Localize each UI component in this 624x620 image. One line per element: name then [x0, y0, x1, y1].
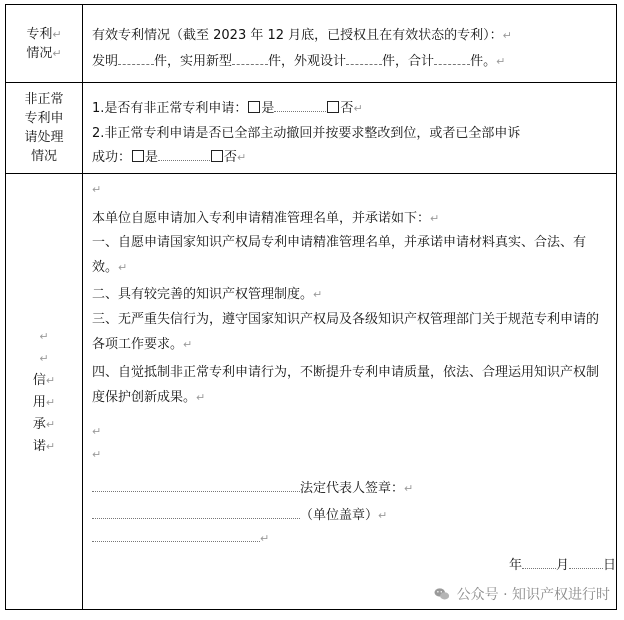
label-char: 用 [32, 394, 46, 410]
return-mark: ↵ [237, 151, 247, 164]
return-mark: ↵ [196, 391, 206, 404]
row-abnormal-applications [6, 83, 616, 174]
row-credit-commitment [6, 174, 616, 609]
watermark [433, 584, 610, 604]
seal-dotted-line[interactable] [92, 506, 300, 519]
return-mark: ↵ [378, 509, 388, 522]
return-mark: ↵ [92, 425, 102, 438]
return-mark: ↵ [404, 482, 414, 495]
q1-text: 1.是否有非正常专利申请： [92, 101, 248, 116]
return-mark: ↵ [183, 338, 193, 351]
wechat-icon [433, 585, 451, 603]
return-mark: ↵ [92, 448, 102, 461]
commitment-item-1: 一、自愿申请国家知识产权局专利申请精准管理名单，并承诺申请材料真实、合法、有效。 [92, 235, 587, 275]
label-line: 情况 [30, 149, 57, 164]
utility-count-blank[interactable] [232, 50, 268, 65]
label-line: 专利申 [24, 111, 64, 126]
no-checkbox[interactable] [327, 101, 339, 113]
month-blank[interactable] [522, 556, 556, 569]
blank-dotted-line [92, 529, 260, 542]
content-patent-status [84, 5, 616, 82]
signature-dotted-line[interactable] [92, 479, 300, 492]
label-line: 非正常 [24, 92, 64, 107]
commitment-item-4: 四、自觉抵制非正常专利申请行为，不断提升专利申请质量，依法、合理运用知识产权制度保护创新成果。 [92, 365, 600, 405]
utility-label: 件，实用新型 [154, 54, 233, 69]
design-count-blank[interactable] [346, 50, 382, 65]
commitment-intro: 本单位自愿申请加入专利申请精准管理名单，并承诺如下： [92, 211, 431, 226]
dotted-gap [158, 148, 210, 161]
total-suffix: 件。 [470, 54, 497, 69]
return-mark: ↵ [45, 373, 56, 387]
return-mark: ↵ [39, 329, 49, 343]
label-credit-commitment [6, 174, 83, 609]
return-mark: ↵ [502, 29, 512, 42]
return-mark: ↵ [45, 439, 56, 453]
return-mark: ↵ [496, 55, 506, 68]
yes-label: 是 [261, 101, 275, 116]
invention-label: 发明 [92, 54, 119, 69]
unit-seal-label: （单位盖章） [300, 508, 379, 523]
return-mark: ↵ [313, 288, 323, 301]
patent-status-heading: 有效专利情况（截至 2023 年 12 月底，已授权且在有效状态的专利）： [92, 28, 503, 43]
yes-label: 是 [145, 150, 159, 165]
return-mark: ↵ [353, 102, 363, 115]
patent-form-table [5, 4, 617, 610]
q2-text: 2.非正常专利申请是否已全部主动撤回并按要求整改到位，或者已全部申诉 [92, 126, 521, 141]
total-label: 件，合计 [382, 54, 435, 69]
label-abnormal-applications [6, 83, 83, 173]
content-abnormal-applications [84, 83, 616, 173]
label-char: 诺 [32, 438, 46, 454]
return-mark: ↵ [39, 351, 49, 365]
label-char: 信 [32, 372, 46, 388]
label-patent-status [6, 5, 83, 82]
return-mark: ↵ [92, 183, 102, 196]
return-mark: ↵ [45, 417, 56, 431]
content-credit-commitment [84, 174, 616, 609]
month-label: 月 [555, 558, 569, 573]
day-label: 日 [602, 558, 616, 573]
commitment-item-2: 二、具有较完善的知识产权管理制度。 [92, 287, 314, 302]
return-mark: ↵ [118, 261, 128, 274]
watermark-text: 公众号 · 知识产权进行时 [456, 587, 610, 603]
date-line [509, 554, 616, 573]
return-mark: ↵ [52, 27, 62, 41]
design-label: 件，外观设计 [268, 54, 347, 69]
q2-tail: 成功： [92, 150, 132, 165]
return-mark: ↵ [430, 212, 440, 225]
return-mark: ↵ [260, 532, 270, 545]
label-line: 专利 [26, 26, 53, 42]
row-patent-status [6, 5, 616, 83]
commitment-item-3: 三、无严重失信行为，遵守国家知识产权局及各级知识产权管理部门关于规范专利申请的各项工作要求。 [92, 312, 600, 352]
return-mark: ↵ [52, 46, 62, 60]
year-label: 年 [508, 558, 522, 573]
yes-checkbox[interactable] [248, 101, 260, 113]
return-mark: ↵ [45, 395, 56, 409]
legal-rep-signature-label: 法定代表人签章： [300, 481, 405, 496]
no-label: 否 [340, 101, 354, 116]
no-label: 否 [224, 150, 238, 165]
no-checkbox[interactable] [211, 150, 223, 162]
label-char: 承 [32, 416, 46, 432]
label-line: 情况 [26, 45, 53, 61]
total-count-blank[interactable] [434, 50, 470, 65]
yes-checkbox[interactable] [132, 150, 144, 162]
dotted-gap [274, 99, 326, 112]
day-blank[interactable] [569, 556, 603, 569]
invention-count-blank[interactable] [118, 50, 154, 65]
label-line: 请处理 [24, 130, 64, 145]
